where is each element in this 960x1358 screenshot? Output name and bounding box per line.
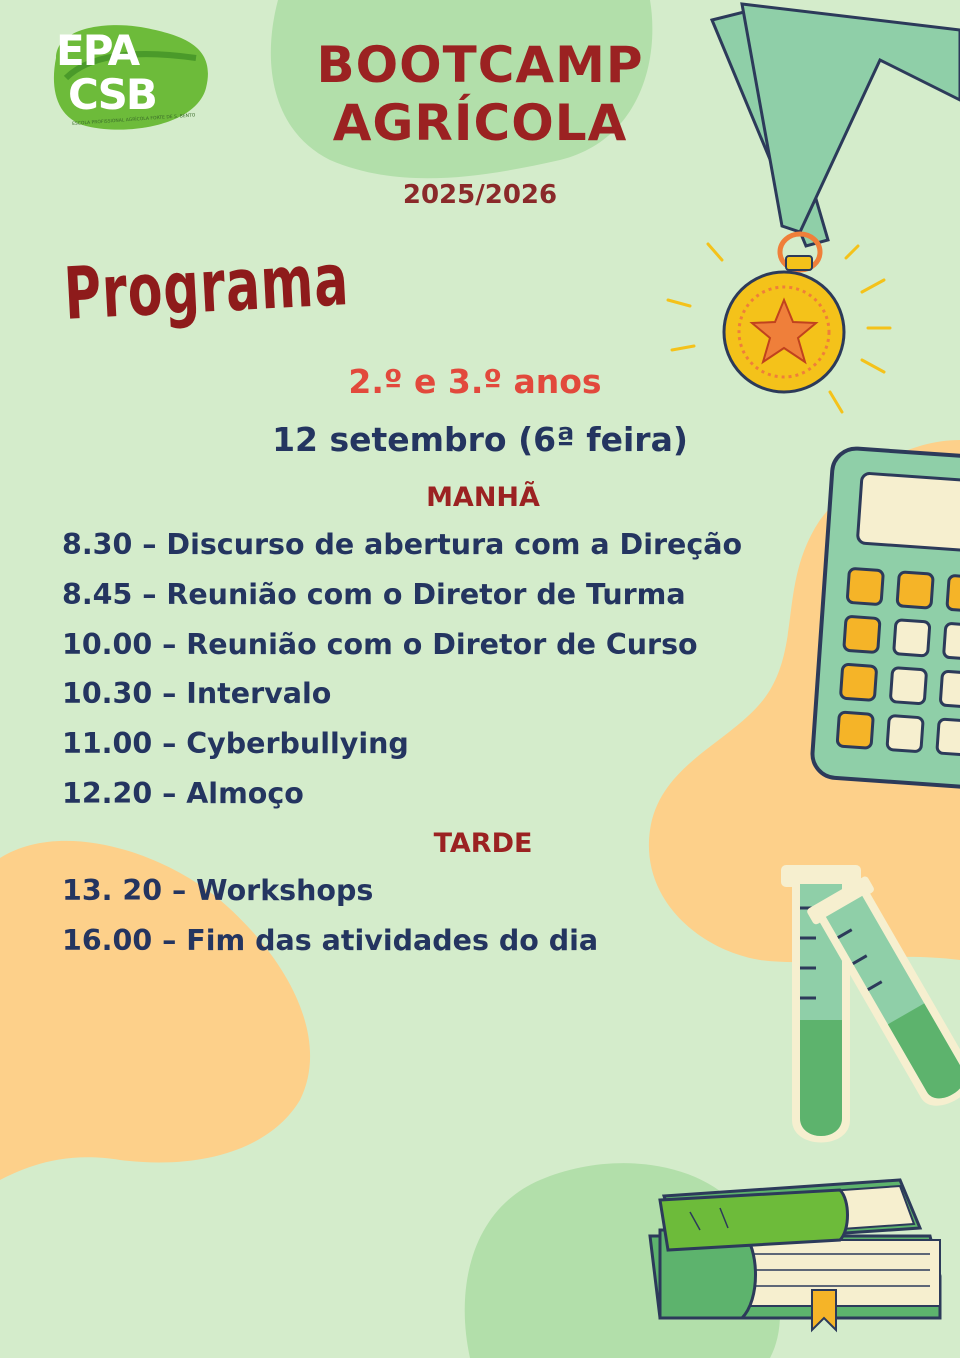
logo-line2: CSB bbox=[68, 70, 156, 119]
school-year: 2025/2026 bbox=[402, 180, 558, 210]
schedule-item: 8.30 – Discurso de abertura com a Direção bbox=[62, 528, 743, 561]
schedule-item: 11.00 – Cyberbullying bbox=[62, 727, 409, 760]
bottom-green-blob bbox=[465, 1163, 780, 1358]
afternoon-label: TARDE bbox=[433, 828, 533, 859]
schedule-item: 13. 20 – Workshops bbox=[62, 874, 374, 907]
logo-line1: EPA bbox=[56, 26, 139, 75]
title-line1: BOOTCAMP bbox=[316, 36, 644, 94]
title-line2: AGRÍCOLA bbox=[332, 94, 628, 152]
right-orange-blob bbox=[649, 440, 960, 962]
schedule-item: 12.20 – Almoço bbox=[62, 777, 304, 810]
logo-caption: ESCOLA PROFISSIONAL AGRÍCOLA FORTE DE S. BENTO bbox=[72, 113, 196, 127]
schedule-item: 10.00 – Reunião com o Diretor de Curso bbox=[62, 628, 698, 661]
schedule-item: 8.45 – Reunião com o Diretor de Turma bbox=[62, 578, 686, 611]
schedule-item: 16.00 – Fim das atividades do dia bbox=[62, 924, 599, 957]
audience-label: 2.º e 3.º anos bbox=[348, 362, 602, 401]
programa-heading: Programa bbox=[62, 237, 351, 336]
event-date: 12 setembro (6ª feira) bbox=[272, 420, 688, 459]
morning-label: MANHÃ bbox=[426, 482, 540, 513]
schedule-item: 10.30 – Intervalo bbox=[62, 677, 332, 710]
